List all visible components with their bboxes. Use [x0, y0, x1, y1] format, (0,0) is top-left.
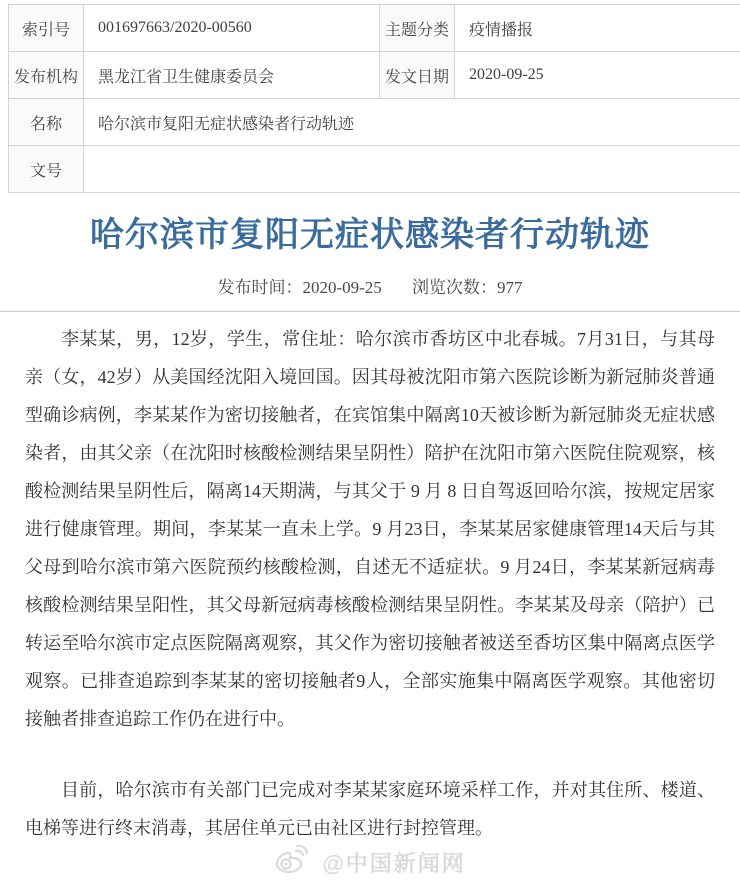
doc-number-value: [84, 146, 740, 193]
table-row: [9, 5, 740, 52]
doc-number-label: 文号: [9, 146, 84, 193]
publisher-value: 黑龙江省卫生健康委员会: [84, 52, 380, 99]
issue-date-label: 发文日期: [380, 52, 455, 99]
article-meta: [0, 273, 740, 298]
publisher-label: 发布机构: [9, 52, 84, 99]
article-body: [0, 312, 740, 847]
watermark: [0, 844, 740, 880]
name-value: 哈尔滨市复阳无症状感染者行动轨迹: [84, 99, 740, 146]
watermark-text: @中国新闻网: [322, 847, 465, 878]
topic-category-label: 主题分类: [380, 5, 455, 52]
paragraph-case-track: 李某某，男，12岁，学生，常住址：哈尔滨市香坊区中北春城。7月31日，与其母亲（女，42岁）从美国经沈阳入境回国。因其母被沈阳市第六医院诊断为新冠肺炎普通型确诊病例，李某某作为密切接触者，在宾馆集中隔离10天被诊断为新冠肺炎无症状感染者，由其父亲（在沈阳时核酸检测结果呈阴性）陪护在沈阳市第六医院住院观察，核酸检测结果呈阴性后，隔离14天期满，与其父于 9 月 8 日自驾返回哈尔滨，按规定居家进行健康管理。期间，李某某一直未上学。9 月23日，李某某居家健康管理14天后与其父母到哈尔滨市第六医院预约核酸检测，自述无不适症状。9 月24日，李某某新冠病毒核酸检测结果呈阳性，其父母新冠病毒核酸检测结果呈阴性。李某某及母亲（陪护）已转运至哈尔滨市定点医院隔离观察，其父作为密切接触者被送至香坊区集中隔离点医学观察。已排查追踪到李某某的密切接触者9人，全部实施集中隔离医学观察。其他密切接触者排查追踪工作仍在进行中。: [25, 320, 715, 738]
index-number-label: 索引号: [9, 5, 84, 52]
page-title: 哈尔滨市复阳无症状感染者行动轨迹: [20, 215, 720, 256]
publish-time: 发布时间：2020-09-25: [217, 273, 381, 298]
table-row: [9, 146, 740, 193]
paragraph-disinfection: 目前，哈尔滨市有关部门已完成对李某某家庭环境采样工作，并对其住所、楼道、电梯等进行终末消毒，其居住单元已由社区进行封控管理。: [25, 771, 715, 847]
name-label: 名称: [9, 99, 84, 146]
table-row: [9, 52, 740, 99]
document-info-table: [8, 4, 740, 193]
issue-date-value: 2020-09-25: [455, 52, 740, 99]
view-count: 浏览次数：977: [412, 273, 523, 298]
table-row: [9, 99, 740, 146]
index-number-value: 001697663/2020-00560: [84, 5, 380, 52]
topic-category-value: 疫情播报: [455, 5, 740, 52]
weibo-icon: [274, 844, 308, 880]
